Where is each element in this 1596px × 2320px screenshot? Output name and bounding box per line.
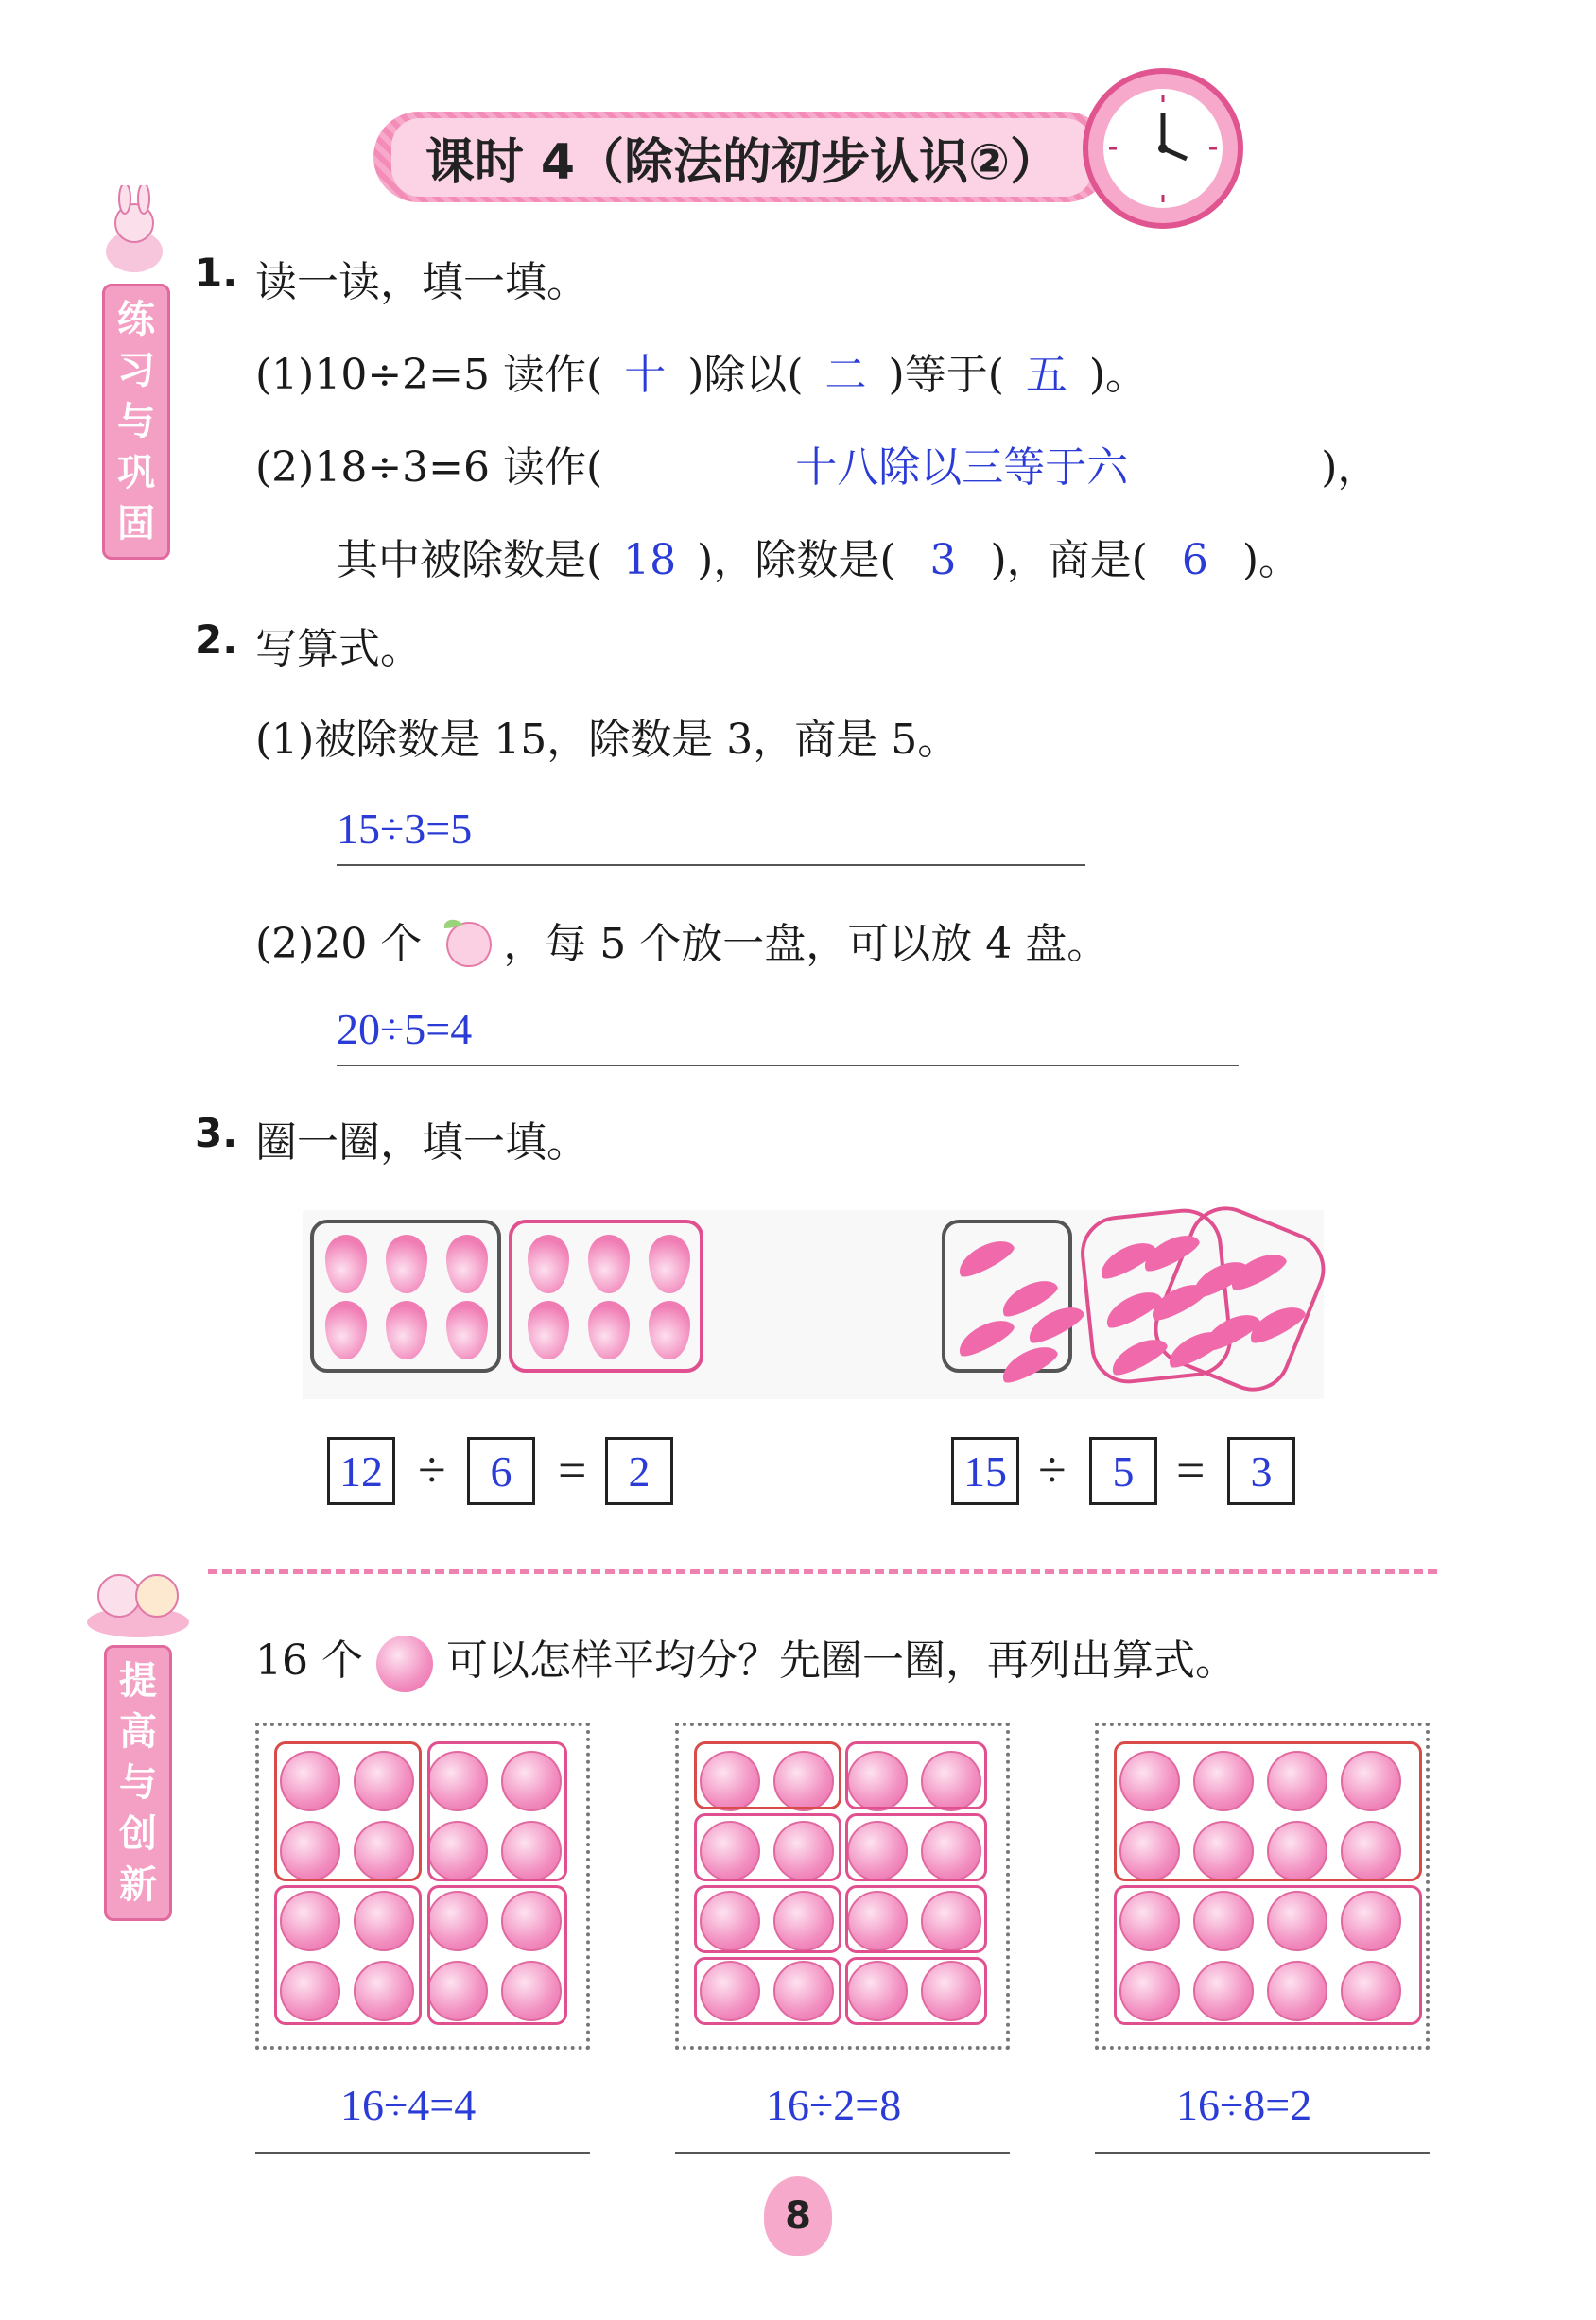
peach-icon — [435, 913, 503, 980]
group-circle — [845, 1885, 987, 1953]
answer-line — [1095, 2152, 1430, 2154]
group-circle — [694, 1957, 841, 2025]
side-char: 习 — [117, 349, 155, 392]
equation-box: 2 — [605, 1437, 673, 1505]
text: 其中被除数是( — [337, 536, 603, 584]
answer: 十八除以三等于六 — [795, 443, 1129, 492]
side-char: 创 — [119, 1812, 157, 1856]
equation-box: 6 — [467, 1437, 535, 1505]
q4-prompt — [255, 1626, 1237, 1692]
side-char: 与 — [119, 1761, 157, 1805]
division-sign: ÷ — [418, 1442, 446, 1498]
section-divider — [208, 1569, 1437, 1574]
answer-line — [337, 864, 1085, 866]
mascot-rabbit-icon — [87, 185, 182, 284]
division-sign: ÷ — [1038, 1442, 1067, 1498]
answer: 十 — [624, 351, 667, 399]
group-circle — [845, 1813, 987, 1881]
text: )。 — [1241, 536, 1301, 584]
q1-part1 — [255, 340, 1147, 401]
group-circle — [1114, 1885, 1422, 2025]
basketball-icon — [376, 1636, 433, 1692]
side-char: 提 — [119, 1659, 157, 1703]
group-circle — [1114, 1741, 1422, 1881]
clock-icon — [1083, 68, 1243, 229]
text: 可以怎样平均分？先圈一圈，再列出算式。 — [445, 1636, 1237, 1685]
question-number: 3. — [195, 1110, 238, 1156]
group-circle — [274, 1741, 422, 1881]
text: )等于( — [888, 351, 1004, 399]
question-title: 圈一圈，填一填。 — [255, 1118, 588, 1167]
text: ，每 5 个放一盘，可以放 4 盘。 — [503, 920, 1109, 968]
equation-box: 3 — [1227, 1437, 1295, 1505]
answer: 五 — [1025, 351, 1067, 399]
side-char: 与 — [117, 400, 155, 443]
answer: 3 — [929, 536, 957, 584]
question-title: 读一读，填一填。 — [255, 258, 588, 306]
text: )除以( — [687, 351, 804, 399]
lesson-title-banner — [373, 112, 1111, 202]
group-circle — [694, 1813, 841, 1881]
answer-line-text: 20÷5=4 — [337, 1005, 473, 1053]
question-number: 2. — [195, 616, 238, 663]
equals-sign: = — [558, 1442, 587, 1498]
mascot-animals-icon — [81, 1556, 195, 1645]
answer: 6 — [1181, 536, 1208, 584]
text: (1)10÷2=5 读作( — [255, 351, 603, 399]
q2-part1: (1)被除数是 15，除数是 3，商是 5。 — [255, 716, 960, 764]
text: 16 个 — [255, 1636, 363, 1685]
answer-line — [337, 1065, 1239, 1066]
group-circle — [274, 1885, 422, 2025]
equation-box: 15 — [951, 1437, 1019, 1505]
equation-box: 5 — [1089, 1437, 1157, 1505]
group-circle — [427, 1741, 567, 1881]
question-title: 写算式。 — [255, 625, 422, 673]
text: (2)18÷3=6 读作( — [255, 443, 603, 492]
side-char: 高 — [119, 1710, 157, 1754]
side-char: 练 — [117, 298, 155, 341]
practice-section-label — [102, 284, 170, 560]
group-circle — [845, 1741, 987, 1809]
side-char: 巩 — [117, 451, 155, 494]
q1-part3 — [337, 526, 1300, 586]
answer: 二 — [824, 351, 867, 399]
answer-line — [255, 2152, 590, 2154]
side-char: 新 — [119, 1863, 157, 1907]
group-circle — [845, 1957, 987, 2025]
q1-part2 — [255, 433, 1379, 493]
question-number: 1. — [195, 250, 238, 296]
side-char: 固 — [117, 502, 155, 545]
answer-line-text: 15÷3=5 — [337, 805, 473, 853]
group-circle — [694, 1741, 841, 1809]
text: )，商是( — [990, 536, 1148, 584]
q4-answer: 16÷8=2 — [1176, 2081, 1312, 2129]
text: )， — [1321, 443, 1379, 492]
lesson-title: 课时 4（除法的初步认识②） — [391, 118, 1093, 197]
q4-answer: 16÷2=8 — [766, 2081, 902, 2129]
group-circle — [427, 1885, 567, 2025]
text: )。 — [1088, 351, 1148, 399]
q2-part2 — [255, 909, 1108, 980]
answer: 18 — [623, 536, 677, 584]
text: (2)20 个 — [255, 920, 423, 968]
text: )，除数是( — [697, 536, 896, 584]
answer-line — [675, 2152, 1010, 2154]
group-circle — [694, 1885, 841, 1953]
equation-box: 12 — [327, 1437, 395, 1505]
advance-section-label — [104, 1645, 172, 1921]
page-number: 8 — [764, 2176, 832, 2256]
q4-answer: 16÷4=4 — [340, 2081, 477, 2129]
equals-sign: = — [1176, 1442, 1206, 1498]
